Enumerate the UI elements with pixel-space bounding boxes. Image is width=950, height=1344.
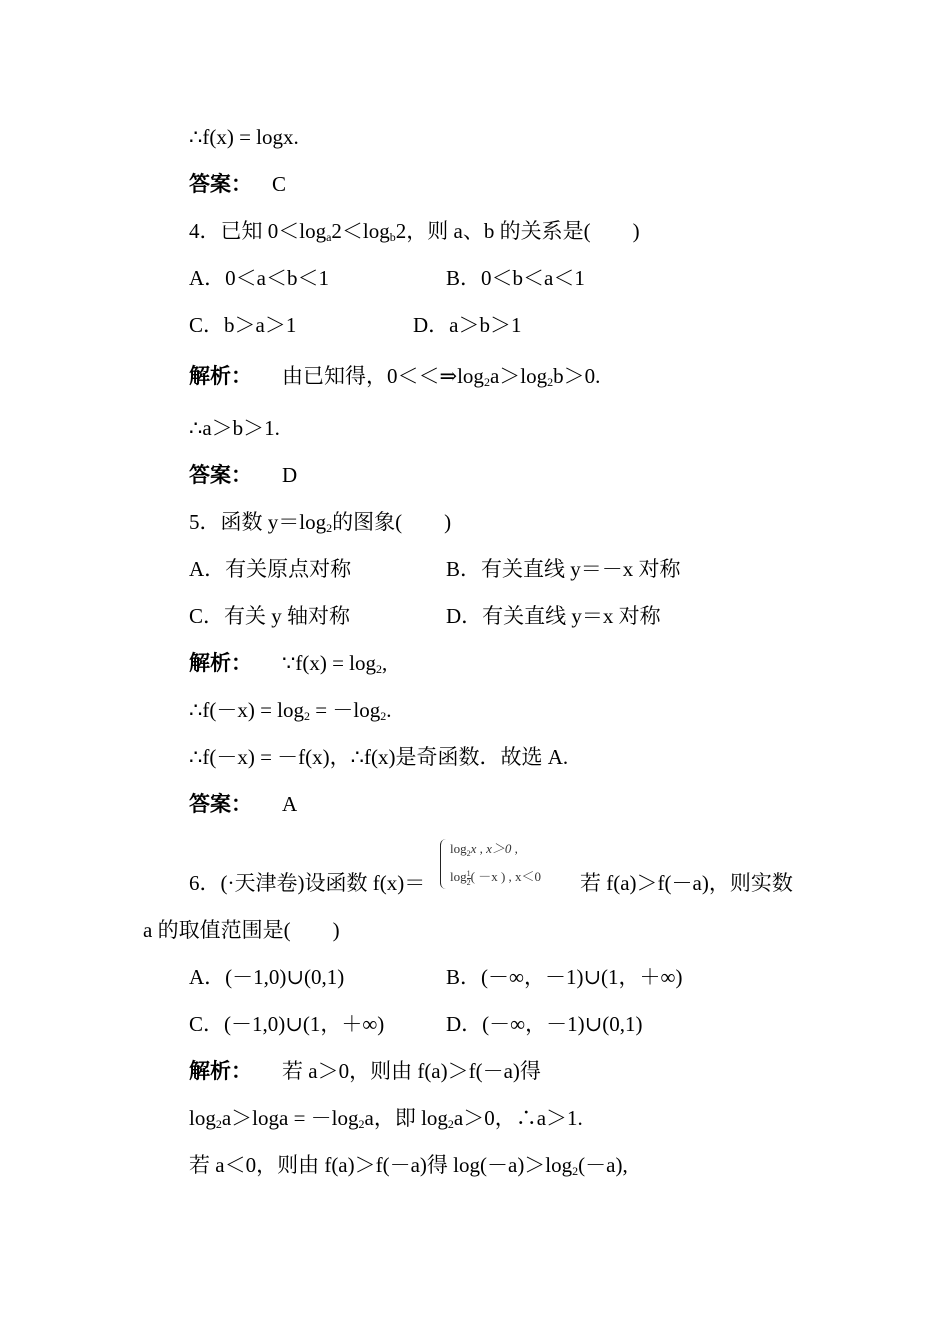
answer-value: C xyxy=(272,172,287,196)
option-b: B．0＜b＜a＜1 xyxy=(446,266,585,290)
option-d: D．(－∞，－1)∪(0,1) xyxy=(446,1012,643,1036)
text-line xyxy=(189,123,299,151)
answer-value: D xyxy=(282,463,298,487)
answer-value: A xyxy=(282,792,298,816)
option-b: B．(－∞，－1)∪(1，＋∞) xyxy=(446,965,683,989)
solution-line: ∴f(－x) = $\log_2 = -\log_2$. xyxy=(189,698,392,723)
solution-line: 解析： 若 a＞0，则由 f(a)＞f(－a)得 xyxy=(189,1059,541,1083)
question-6-stem-b: 若 f(a)＞f(－a)，则实数 xyxy=(580,871,793,895)
question-6-stem-a: 6．(·天津卷)设函数 f(x)＝ xyxy=(189,871,426,895)
question-4-stem: 4．已知 $0<\log_a2<\log_b2$，则 a、b 的关系是( ) xyxy=(189,219,640,244)
piece-row-1: $\log_2x$ , x＞0 , xyxy=(450,841,518,858)
left-brace xyxy=(440,839,449,889)
solution-line: 若 a＜0，则由 f(a)＞f(－a)得 $\log(-a)>\log_2(-a)$, xyxy=(189,1153,628,1178)
piece-row-2: log $\frac{1}{2}( -x$ ) , x＜0 xyxy=(450,869,542,887)
fraction: $\frac{1}{2}$ xyxy=(466,869,471,887)
answer-line xyxy=(189,790,297,818)
option-c: C．(－1,0)∪(1，＋∞) xyxy=(189,1012,385,1036)
solution-line: ∴f(－x) = －f(x)，∴f(x)是奇函数．故选 A. xyxy=(189,745,569,769)
solution-line: 解析： 由已知得，$0<<\Rightarrow\log_2a>\log_2b>0$. xyxy=(189,364,601,389)
answer-line xyxy=(189,170,286,198)
option-d: D．a＞b＞1 xyxy=(413,313,522,337)
question-6-stem-cont: a 的取值范围是( ) xyxy=(143,918,340,942)
answer-label: 答案： xyxy=(189,463,252,487)
solution-label: 解析： xyxy=(189,1059,252,1083)
line-text: ∴f(x) = logx. xyxy=(189,125,299,149)
option-a: A．0＜a＜b＜1 xyxy=(189,266,329,290)
answer-line xyxy=(189,461,297,489)
option-d: D．有关直线 y＝x 对称 xyxy=(446,604,661,628)
solution-label: 解析： xyxy=(189,364,252,388)
solution-label: 解析： xyxy=(189,651,252,675)
option-a: A．有关原点对称 xyxy=(189,557,352,581)
answer-label: 答案： xyxy=(189,172,252,196)
option-c: C．b＞a＞1 xyxy=(189,313,297,337)
question-5-stem: 5．函数 $y=\log_2$的图象( ) xyxy=(189,510,452,535)
option-b: B．有关直线 y＝－x 对称 xyxy=(446,557,681,581)
solution-line: ∴a＞b＞1. xyxy=(189,416,280,440)
solution-line: $\log_2a>\log a = -\log_2a$，即 $\log_2a>0$，∴a＞1. xyxy=(189,1106,583,1131)
solution-line: 解析： ∵f(x) = $\log_2$, xyxy=(189,651,388,676)
option-c: C．有关 y 轴对称 xyxy=(189,604,351,628)
piecewise-function xyxy=(440,835,580,897)
answer-label: 答案： xyxy=(189,792,252,816)
option-a: A．(－1,0)∪(0,1) xyxy=(189,965,345,989)
